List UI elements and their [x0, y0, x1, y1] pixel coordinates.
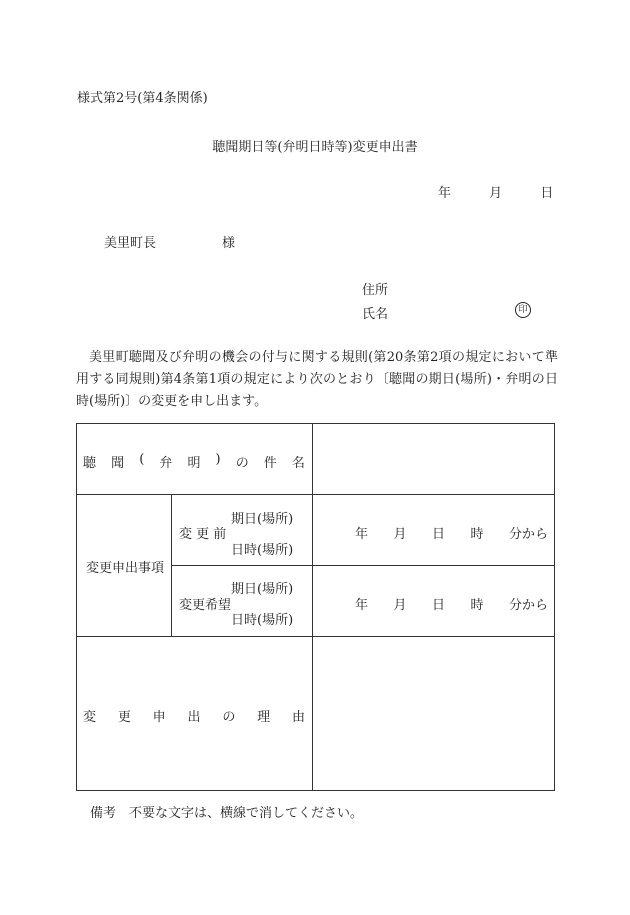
date-line: [438, 182, 553, 201]
address-label: 住所: [362, 283, 389, 298]
honorific: 様: [222, 236, 236, 251]
page-title: 聴聞期日等(弁明日時等)変更申出書: [212, 140, 418, 155]
subject-label: 聴 聞 ( 弁 明 ) の 件 名: [83, 452, 305, 471]
before-time-place: 日時(場所): [231, 543, 294, 558]
desired-date-place: 期日(場所): [231, 582, 294, 597]
desired-schedule[interactable]: 年 月 日 時 分から: [355, 598, 548, 613]
remark-note: 備考 不要な文字は、横線で消してください。: [90, 806, 364, 821]
date-year: 年: [438, 186, 452, 201]
desired-time-place: 日時(場所): [231, 613, 294, 628]
name-label: 氏名: [362, 307, 389, 322]
form-number: 様式第2号(第4条関係): [77, 91, 208, 106]
subject-field[interactable]: [313, 424, 553, 494]
reason-field[interactable]: [313, 637, 553, 789]
body-paragraph: 美里町聴聞及び弁明の機会の付与に関する規則(第20条第2項の規定において準用する同規則)第4条第1項の規定により次のとおり〔聴聞の期日(場所)・弁明の日時(場所)〕の変更を申し出ます。: [76, 350, 558, 409]
date-day: 日: [540, 186, 554, 201]
addressee-name: 美里町長: [104, 236, 157, 251]
seal-mark: 印: [515, 302, 531, 318]
before-date-place: 期日(場所): [231, 512, 294, 527]
before-schedule[interactable]: 年 月 日 時 分から: [355, 527, 548, 542]
change-items-label: 変更申出事項: [86, 561, 165, 576]
desired-label: 変更希望: [179, 598, 232, 613]
date-month: 月: [489, 186, 503, 201]
reason-label: 変 更 申 出 の 理 由: [83, 710, 305, 725]
addressee: [104, 232, 235, 251]
before-label: 変 更 前: [179, 527, 227, 542]
